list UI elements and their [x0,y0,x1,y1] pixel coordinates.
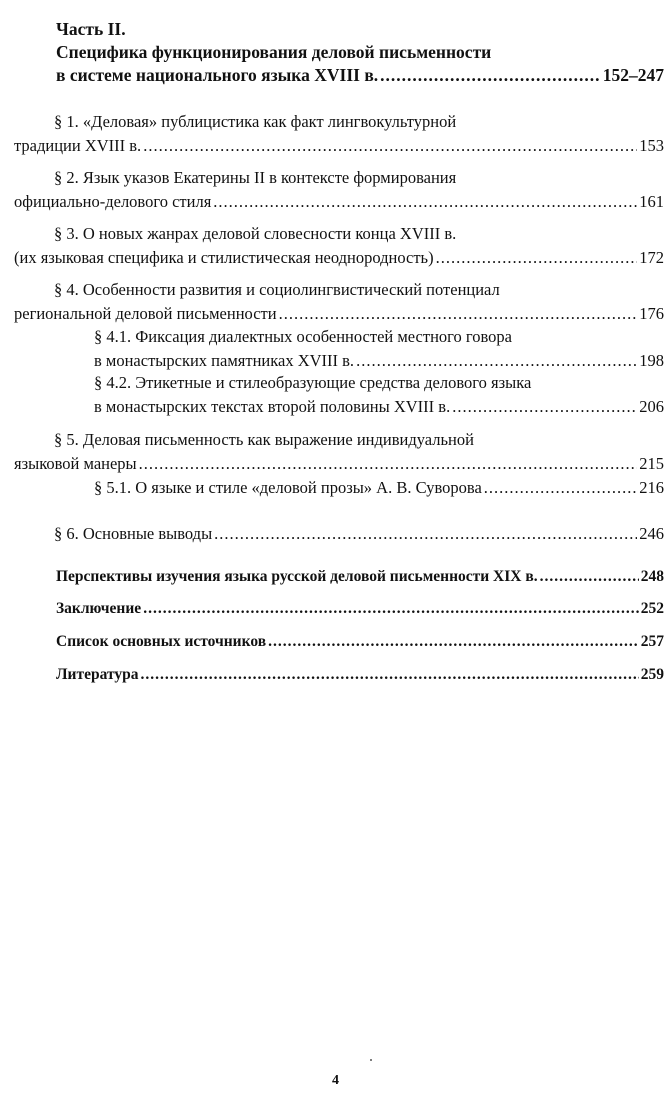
entry-title-row [14,134,664,158]
toc-entry-section-5-1 [94,476,664,500]
toc-entry-section-5 [14,428,664,476]
entry-page-number: 176 [639,304,664,323]
toc-entry-section-2 [14,166,664,214]
toc-entry-section-4 [14,278,664,326]
entry-title-line1: § 4. Особенности развития и социолингвистический потенциал [54,280,500,299]
leader-dots [356,349,637,373]
leader-dots [143,134,637,158]
entry-title-row [14,246,664,270]
entry-title-row [14,522,664,546]
entry-title-line1: § 4.1. Фиксация диалектных особенностей местного говора [94,327,512,346]
entry-page-number: 257 [640,633,664,650]
entry-page-number: 215 [639,454,664,473]
entry-title-row [14,452,664,476]
entry-page-number: 216 [639,478,664,497]
entry-title-row [56,664,664,686]
entry-page-number: 206 [639,397,664,416]
toc-entry-section-3 [14,222,664,270]
entry-title: Перспективы изучения языка русской деловой письменности XIX в. [56,568,538,585]
entry-title-line1: § 4.2. Этикетные и стилеобразующие средства делового языка [94,373,532,392]
toc-entry-section-4-2 [94,371,664,419]
entry-page-number: 198 [639,351,664,370]
part-heading: Часть II. [56,19,126,39]
entry-title-line2: традиции XVIII в. [14,136,142,155]
entry-title-line2: в монастырских памятниках XVIII в. [94,351,355,370]
leader-dots [380,64,601,87]
entry-title-row [56,566,664,588]
toc-entry-sources [56,631,664,653]
part-title-row [56,64,664,87]
entry-title-row [56,598,664,620]
entry-title-line1: § 2. Язык указов Екатерины II в контексте формирования [54,168,457,187]
leader-dots [452,395,637,419]
toc-entry-section-1 [14,110,664,158]
entry-title-line1: § 5.1. О языке и стиле «деловой прозы» А. В. Суворова [94,478,482,497]
part-pages: 152–247 [602,65,664,85]
leader-dots [484,476,637,500]
entry-title: Список основных источников [56,633,267,650]
leader-dots [214,522,637,546]
entry-title-row [14,190,664,214]
entry-page-number: 161 [639,192,664,211]
part-heading-block [56,18,664,87]
leader-dots [268,631,639,653]
entry-page-number: 252 [640,600,664,617]
entry-page-number: 172 [639,248,664,267]
leader-dots [139,452,638,476]
leader-dots [279,302,638,326]
toc-entry-section-6 [14,522,664,546]
entry-title-line2: региональной деловой письменности [14,304,277,323]
entry-title-row [94,349,664,373]
toc-entry-perspectives [56,566,664,588]
part-title-line1: Специфика функционирования деловой письменности [56,42,492,62]
entry-title-line1: § 1. «Деловая» публицистика как факт лингвокультурной [54,112,457,131]
toc-entry-section-4-1 [94,325,664,373]
scan-speck [370,1059,372,1061]
toc-entry-literature [56,664,664,686]
leader-dots [436,246,638,270]
part-title-line2: в системе национального языка XVIII в. [56,65,379,85]
toc-entry-conclusion [56,598,664,620]
entry-page-number: 246 [639,524,664,543]
entry-title-row [56,631,664,653]
leader-dots [143,598,639,620]
entry-page-number: 153 [639,136,664,155]
entry-title-line1: § 6. Основные выводы [54,524,213,543]
leader-dots [140,664,638,686]
entry-title: Литература [56,666,139,683]
entry-title-line2: в монастырских текстах второй половины XVIII в. [94,397,451,416]
entry-title-line1: § 3. О новых жанрах деловой словесности конца XVIII в. [54,224,457,243]
entry-title-row [14,302,664,326]
leader-dots [213,190,637,214]
entry-title-line2: официально-делового стиля [14,192,212,211]
entry-title-row [94,395,664,419]
entry-title: Заключение [56,600,142,617]
entry-title-line2: (их языковая специфика и стилистическая неоднородность) [14,248,434,267]
leader-dots [540,566,639,588]
entry-page-number: 248 [640,568,664,585]
page-number-footer: 4 [332,1073,339,1088]
entry-title-line1: § 5. Деловая письменность как выражение индивидуальной [54,430,474,449]
entry-title-line2: языковой манеры [14,454,137,473]
entry-title-row [94,476,664,500]
entry-page-number: 259 [640,666,664,683]
